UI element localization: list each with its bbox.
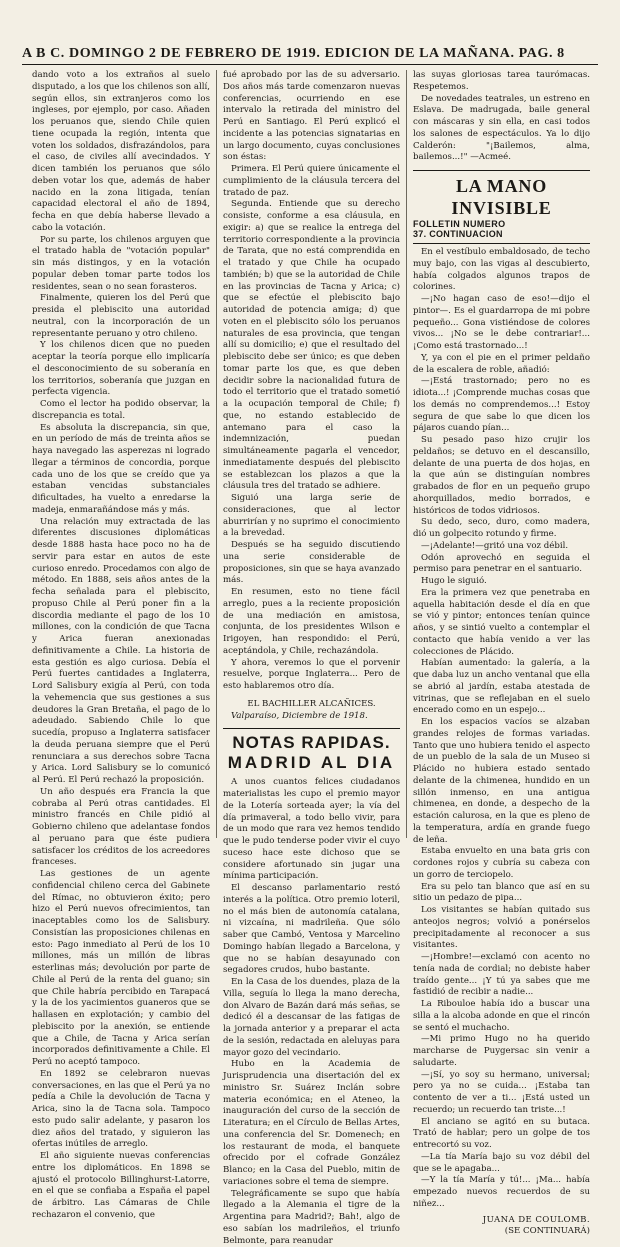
paragraph: Primera. El Perú quiere únicamente el cumplimiento de la cláusula tercera del tratado de paz. xyxy=(223,164,400,199)
paragraph: Una relación muy extractada de las diferentes discusiones diplomáticas desde 1888 hasta hace poco no ha de servir para estar en autos de este curioso enredo. Procedamos con algo de método. En 1888, seis años antes de la fecha señalada para el plebiscito, propuso Chile al Perú poner fin a la discordia mediante el pago de los 10 millones, con la condición de que Tacna y Arica fueran anexionadas definitivamente a Chile. La historia de esta gestión es algo curiosa. Debía el Perú fuertes cantidades a Inglaterra, Lord Salisbury exigía al Perú, con toda la vehemencia que sus gestiones a sus deudores la Gran Bretaña, el pago de lo adeudado. Sabiendo Chile lo que sucedía, propuso a Inglaterra satisfacer la deuda peruana siempre que el Perú renunciara a sus derechos sobre Tacna y Arica. Lord Salisbury se lo comunicó al Perú. El Perú rechazó la proposición. xyxy=(32,517,210,787)
paragraph: —¡Hombre!—exclamó con acento no tenía nada de cordial; no debiste haber traído gente... ¡Y tú ya sabes que me fastidió de recibir a nadie... xyxy=(413,952,590,999)
paragraph: —¡Adelante!—gritó una voz débil. xyxy=(413,541,590,553)
paragraph: Era la primera vez que penetraba en aquella habitación desde el día en que se vió y pintor; entonces tenían quince años, y se sintió vuelto a contemplar el contacto que había venido a ver las colecciones de Plácido. xyxy=(413,588,590,659)
article-dateline: Valparaíso, Diciembre de 1918. xyxy=(223,711,400,723)
paragraph: De novedades teatrales, un estreno en Eslava. De madrugada, baile general con máscaras y sin ella, en casi todos los salones de espectáculos. Ya lo dijo Calderón: "¡Bailemos, alma, bailemos...!" —Acmeé. xyxy=(413,94,590,165)
paragraph: Los visitantes se habían quitado sus anteojos negros; volvió a ponérselos precipitadamente al reconocer a sus visitantes. xyxy=(413,905,590,952)
serial-author-block xyxy=(413,1215,590,1237)
paragraph: Como el lector ha podido observar, la discrepancia es total. xyxy=(32,399,210,423)
paragraph: Y los chilenos dicen que no pueden aceptar la teoría porque ello implicaría el desconocimiento de su soberanía en los territorios, soberanía que juzgan en perfecta vigencia. xyxy=(32,340,210,399)
page-header xyxy=(22,36,598,62)
section-heading-notas: NOTAS RAPIDAS. xyxy=(223,733,400,753)
paragraph: Telegráficamente se supo que había llegado a la Alemania el tigre de la Argentina para Madrid?; Bah!, algo de eso sabían los madrileños, el triunfo Belmonte, para reanudar xyxy=(223,1189,400,1247)
paragraph: Y ahora, veremos lo que el porvenir resuelve, porque Inglaterra... Pero de esto hablaremos otro día. xyxy=(223,658,400,693)
section-heading-madrid: MADRID AL DIA xyxy=(223,753,400,773)
header-text: A B C. DOMINGO 2 DE FEBRERO DE 1919. EDICION DE LA MAÑANA. PAG. 8 xyxy=(22,46,565,62)
paragraph: fué aprobado por las de su adversario. Dos años más tarde comenzaron nuevas conferencias, ocurriendo en ese intervalo la retirada del ministro del Perú en Santiago. El Perú explicó el incidente a las potencias signatarias en un largo documento, cuyas conclusiones son éstas: xyxy=(223,70,400,164)
paragraph: Hubo en la Academia de Jurisprudencia una disertación del ex ministro Sr. Suárez Inclán sobre materia económica; en el Ateneo, la inauguración del curso de la sección de Literatura; en el Círculo de Bellas Artes, una conferencia del Sr. Domenech; en los restaurant de moda, el banquete ofrecido por el cofrade González Blanco; en la Casa del Pueblo, mitin de variaciones sobre el tema de siempre. xyxy=(223,1059,400,1188)
paragraph: Después se ha seguido discutiendo una serie considerable de proposiciones, sin que se haya avanzado más. xyxy=(223,540,400,587)
paragraph: En la Casa de los duendes, plaza de la Villa, seguía lo llega la mano derecha, don Alvaro de Bazán dará más señas, se dedicó él a descansar de las fatigas de la jornada anterior y a preparar el acta de la sesión, redactada en aleluyas para mayor gozo del vecindario. xyxy=(223,977,400,1059)
paragraph: Y, ya con el pie en el primer peldaño de la escalera de roble, añadió: xyxy=(413,353,590,377)
section-divider xyxy=(223,728,400,729)
paragraph: —Y la tía María y tú!... ¡Ma... había empezado nuevos recuerdos de su niñez... xyxy=(413,1175,590,1210)
paragraph: —¡Sí, yo soy su hermano, universal; pero ya no se cuida... ¡Estaba tan contento de ver a ti... ¡Está usted un recuerdo; un recuerdo tan triste...! xyxy=(413,1070,590,1117)
column-1 xyxy=(26,70,216,838)
paragraph: dando voto a los extraños al suelo disputado, a los que los chilenos son allí, según ellos, sin extranjeros como los ingleses, por ejemplo, por caso. Añaden los peruanos que, siendo Chile quien tiene ocupada la región, intenta que voten los soldados, disfrazándolos, para el caso, de civiles allí avecindados. Y dicen también los peruanos que sólo deben votar los que, además de haber nacido en la zona litigada, tenían capacidad electoral el año de 1894, fecha en que debía haberse llevado a cabo la votación. xyxy=(32,70,210,235)
column-3 xyxy=(406,70,596,838)
serial-subtitle xyxy=(413,219,590,244)
header-rule xyxy=(22,64,598,65)
paragraph: El anciano se agitó en su butaca. Trató de hablar; pero un golpe de tos entrecortó su voz. xyxy=(413,1117,590,1152)
article-signature: EL BACHILLER ALCAÑICES. xyxy=(223,699,400,711)
paragraph: —¡Está trastornado; pero no es idiota...! ¡Comprende muchas cosas que los demás no comprendemos...! Estoy segura de que sabe lo que dicen los pájaros cuando pían... xyxy=(413,376,590,435)
paragraph: Segunda. Entiende que su derecho consiste, conforme a esa cláusula, en exigir: a) que se realice la entrega del territorio correspondiente a la provincia de Tarata, que no está comprendida en el tratado y que Chile ha ocupado también; b) que se la autoridad de Chile en las provincias de Tacna y Arica; c) que se efectúe el plebiscito bajo autoridad de potencia amiga; d) que voten en el plebiscito sólo los peruanos naturales de esa provincia, que tengan allí su domicilio; e) que el resultado del plebiscito debe ser único; es que deben tomar parte los que, es que deben decidir sobre la nacionalidad futura de todo el territorio que el tratado sometió a la ocupación temporal de Chile; f) que, no estando establecido de antemano para el caso la indemnización, puedan simultáneamente pagarla el vencedor, inmediatamente después del plebiscito se establezcan los plazos a que la cláusula tres del tratado se adhiere. xyxy=(223,199,400,493)
paragraph: Odón aprovechó en seguida el permiso para penetrar en el santuario. xyxy=(413,553,590,577)
continuation-note: (SE CONTINUARÁ) xyxy=(413,1226,590,1237)
paragraph: El descanso parlamentario restó interés a la política. Otro premio loteril, no el más bien de autonomía catalana, ni vizcaína, ni madrileña. Que sólo saber que Cambó, Ventosa y Marcelino Domingo habían llegado a Barcelona, y que no se habían desayunado con segadores crudos, hubo bastante. xyxy=(223,883,400,977)
paragraph: —La tía María bajo su voz débil del que se le apagaba... xyxy=(413,1152,590,1176)
continuation-label: 37. CONTINUACION xyxy=(413,229,590,239)
paragraph: Es absoluta la discrepancia, sin que, en un período de más de treinta años se haya navegado las asperezas ni logrado llegar a términos de concordia, porque cada uno de los que se creído que ya estaban vencidas substanciales dificultades, ha vuelto a enredarse la madeja, enmarañándose más y más. xyxy=(32,423,210,517)
paragraph: En resumen, esto no tiene fácil arreglo, pues a la reciente proposición de una mediación en amistosa, conjunta, de los presidentes Wilson e Irigoyen, han respondido: el Perú, aceptándola, y Chile, rechazándola. xyxy=(223,587,400,658)
paragraph: En el vestíbulo embaldosado, de techo muy bajo, con las vigas al descubierto, había colgados algunos trapos de colorines. xyxy=(413,247,590,294)
paragraph: Las gestiones de un agente confidencial chileno cerca del Gabinete del Rímac, no obtuvieron éxito; pero hizo el Perú nuevos ofrecimientos, tan inaceptables como los de Salisbury. Consistían las proposiciones chilenas en esto: Pago inmediato al Perú de los 10 millones, más un millón de libras esterlinas más; devolución por parte de Chile al Perú de la renta del guano; sin que Chile habría percibido en Tarapacá y la de los yacimientos guaneros que se hallasen en explotación; y cambio del plebiscito por la anexión, se entiende que a Chile, de Tacna y Arica serían incorporados definitivamente a Chile. El Perú no aceptó tampoco. xyxy=(32,869,210,1069)
paragraph: —Mi primo Hugo no ha querido marcharse de Puygersac sin venir a saludarte. xyxy=(413,1034,590,1069)
paragraph: La Ribouloe había ido a buscar una silla a la alcoba adonde en que el rincón se sentó el muchacho. xyxy=(413,999,590,1034)
paragraph: Finalmente, quieren los del Perú que presida el plebiscito una autoridad neutral, con la incorporación de un representante peruano y otro chileno. xyxy=(32,293,210,340)
paragraph: En los espacios vacíos se alzaban grandes relojes de formas variadas. Tanto que uno hubiera tenido el aspecto de un pueblo de la sala de un Museo si Plácido no hubiera estado sentado delante de la chimenea, hundido en un sillón inmenso, en una antigua chimenea, en donde, a despecho de la estación calurosa, en la que es pleno de la temperatura, ardía en grande fuego de leña. xyxy=(413,717,590,846)
folletin-label: FOLLETIN NUMERO xyxy=(413,219,590,229)
paragraph: —¡No hagan caso de eso!—dijo el pintor—. Es el guardarropa de mi pobre pequeño... Gona vistiéndose de colores vivos... ¡No se le debe contrariar!... ¡Como está trastornado...! xyxy=(413,294,590,353)
paragraph: A unos cuantos felices ciudadanos materialistas les cupo el premio mayor de la Lotería sorteada ayer; la vía del día primaveral, a todo bello vivir, para de un modo que rara vez hemos tendido que le pudo tenderse poder vivir el cuyo suceso hace este dichoso que se considere afortunado sin jugar una mínima participación. xyxy=(223,777,400,883)
paragraph: En 1892 se celebraron nuevas conversaciones, en las que el Perú ya no pedía a Chile la devolución de Tacna y Arica, sino la de Tacna sola. Tampoco esto pudo salir adelante, y pasaron los diez años del tratado, y siguieron las ofertas inútiles de arreglo. xyxy=(32,1069,210,1151)
section-divider xyxy=(413,170,590,171)
paragraph: Era su pelo tan blanco que así en su sitio un pedazo de pipa... xyxy=(413,882,590,906)
paragraph: las suyas gloriosas tarea taurómacas. Respetemos. xyxy=(413,70,590,94)
columns xyxy=(26,70,596,838)
paragraph: Su dedo, seco, duro, como madera, dió un golpecito rotundo y firme. xyxy=(413,517,590,541)
serial-title: LA MANO INVISIBLE xyxy=(413,175,590,219)
paragraph: Su pesado paso hizo crujir los peldaños; se detuvo en el descansillo, delante de una puerta de dos hojas, en la que aún se distinguían nombres grabados de flor en un pequeño grupo ahorquillados, medio borrados, e históricos de todos vidriosos. xyxy=(413,435,590,517)
paragraph: Siguió una larga serie de consideraciones, que al lector aburrirían y no suprimo el conocimiento a la brevedad. xyxy=(223,493,400,540)
paragraph: Habían aumentado: la galería, a la que daba luz un ancho ventanal que ella se abrió al jardín, estaba atestada de vitrinas, que se reflejaban en el suelo encerado como en un espejo... xyxy=(413,658,590,717)
paragraph: Un año después era Francia la que cobraba al Perú otras cantidades. El ministro francés en Chile pidió al Gobierno chileno que adelantase fondos al peruano para que éste pudiera satisfacer los créditos de los acreedores franceses. xyxy=(32,787,210,869)
column-2 xyxy=(216,70,406,838)
paragraph: Hugo le siguió. xyxy=(413,576,590,588)
serial-author: JUANA DE COULOMB. xyxy=(413,1215,590,1226)
paragraph: Estaba envuelto en una bata gris con cordones rojos y cubría su cabeza con un gorro de terciopelo. xyxy=(413,846,590,881)
paragraph: El año siguiente nuevas conferencias entre los diplomáticos. En 1898 se ajustó el protocolo Billinghurst-Latorre, en el que se confiaba a España el papel de árbitro. Las Cámaras de Chile rechazaron el convenio, que xyxy=(32,1151,210,1222)
paragraph: Por su parte, los chilenos arguyen que el tratado habla de "votación popular" sin más distingos, y en la votación popular deben tomar parte todos los residentes, sean o no sean forasteros. xyxy=(32,235,210,294)
